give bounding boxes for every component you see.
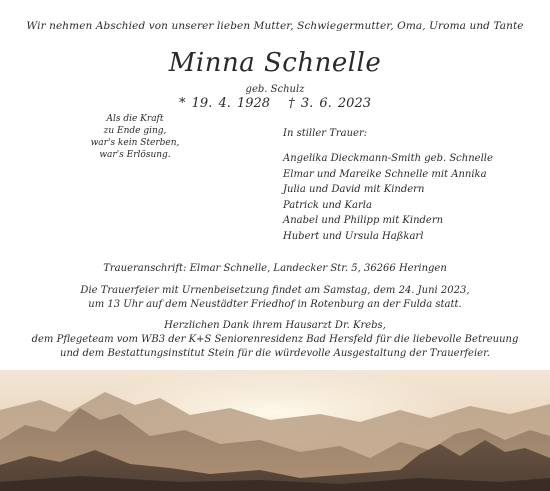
verse-line: war's kein Sterben, [90,138,180,148]
mourners-list [283,128,543,244]
verse-line: Als die Kraft [106,114,164,124]
service-line: Die Trauerfeier mit Urnenbeisetzung findet am Samstag, dem 24. Juni 2023, [80,285,470,296]
mourner: Angelika Dieckmann-Smith geb. Schnelle [283,153,493,164]
mourner: Julia und David mit Kindern [283,184,425,195]
verse-line: war's Erlösung. [99,150,171,160]
thanks-line: dem Pflegeteam vom WB3 der K+S Seniorenresidenz Bad Hersfeld für die liebevolle Betreuung [31,334,519,345]
death-date: † 3. 6. 2023 [288,96,371,111]
birth-name: geb. Schulz [245,84,305,95]
mourner: Anabel und Philipp mit Kindern [283,215,444,226]
mourning-address: Traueranschrift: Elmar Schnelle, Landecker Str. 5, 36266 Heringen [103,263,447,274]
intro-line: Wir nehmen Abschied von unserer lieben Mutter, Schwiegermutter, Oma, Uroma und Tante [26,20,524,32]
deceased-name: Minna Schnelle [168,48,382,78]
mourner: Patrick und Karla [283,199,372,211]
birth-date: * 19. 4. 1928 [179,96,271,111]
thanks-text [0,319,550,361]
mourner: Elmar und Mareike Schnelle mit Annika [283,168,487,180]
funeral-service-info [0,284,550,312]
mourner: Hubert und Ursula Haßkarl [283,230,424,242]
verse [90,113,180,161]
life-dates [0,96,550,111]
mourners-heading: In stiller Trauer: [283,128,368,139]
thanks-line: und dem Bestattungsinstitut Stein für die würdevolle Ausgestaltung der Trauerfeier. [60,348,490,359]
verse-line: zu Ende ging, [103,126,167,136]
mountain-landscape-image [0,370,550,491]
service-line: um 13 Uhr auf dem Neustädter Friedhof in Rotenburg an der Fulda statt. [88,299,462,310]
thanks-line: Herzlichen Dank ihrem Hausarzt Dr. Krebs, [164,320,386,331]
